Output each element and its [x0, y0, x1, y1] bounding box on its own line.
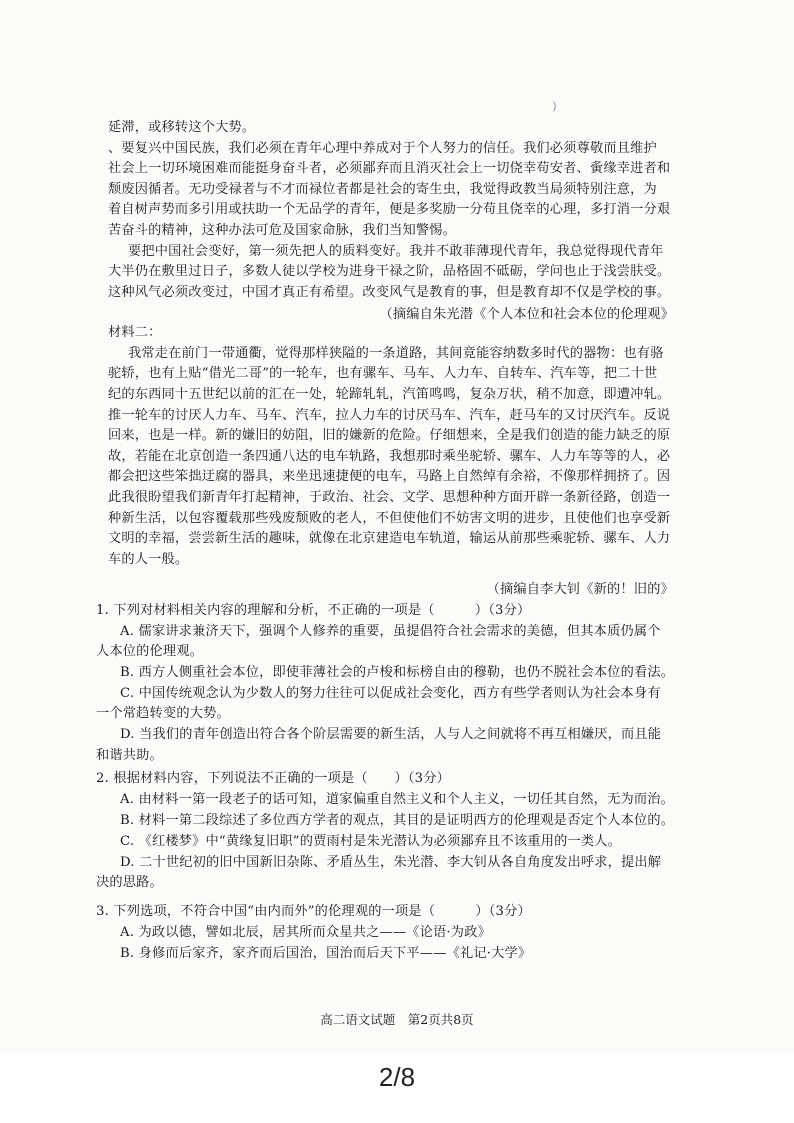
text-line: A. 儒家讲求兼济天下，强调个人修养的重要，虽提倡符合社会需求的美德，但其本质仍属个: [120, 624, 661, 639]
text-line: D. 当我们的青年创造出符合各个阶层需要的新生活，人与人之间就将不再互相嫌厌，而且能: [120, 727, 662, 742]
text-line: B. 材料一第二段综述了多位西方学者的观点，其目的是证明西方的伦理观是否定个人本位的。: [120, 813, 675, 828]
text-line: 3. 下列选项，不符合中国“由内而外”的伦理观的一项是（ ）（3分）: [96, 904, 531, 919]
text-line: 大半仍在敷里过日子，多数人徒以学校为进身干禄之阶，品格固不砥砺，学问也止于浅尝肤受。: [108, 264, 671, 279]
text-line: 着自树声势而多引用或扶助一个无品学的青年，便是多奖励一分苟且侥幸的心理，多打消一分艰: [108, 202, 671, 217]
text-line: 2. 根据材料内容，下列说法不正确的一项是（ ）（3分）: [96, 771, 451, 786]
text-line: 苦奋斗的精神，这种办法可危及国家命脉，我们当知警惕。: [108, 223, 457, 238]
text-line: 纪的东西同十五世纪以前的汇在一处，轮蹄轧轧，汽笛鸣鸣，复杂万状，稍不加意，即遭冲轧。: [108, 387, 671, 402]
text-line: （摘编自朱光潜《个人本位和社会本位的伦理观》: [379, 307, 674, 322]
text-line: 驼轿，也有上贴“借光二哥”的一轮车，也有骡车、马车、人力车、自转车、汽车等，把二十世: [108, 366, 658, 381]
text-line: 材料二：: [108, 325, 162, 340]
text-line: 社会上一切环境困难而能挺身奋斗者，必须鄙弃而且消灭社会上一切侥幸苟安者、夤缘幸进者和: [108, 161, 671, 176]
text-line: A. 由材料一第一段老子的话可知，道家偏重自然主义和个人主义，一切任其自然，无为而治。: [120, 792, 675, 807]
page-indicator: 2/8: [378, 1062, 416, 1092]
text-line: 要把中国社会变好，第一须先把人的质料变好。我并不敢菲薄现代青年，我总觉得现代青年: [128, 244, 664, 259]
page-footer: 高二语文试题 第2页共8页: [320, 1012, 474, 1027]
text-line: 延滞，或移转这个大势。: [108, 120, 256, 135]
text-line: 推一轮车的讨厌人力车、马车、汽车，拉人力车的讨厌马车、汽车，赶马车的又讨厌汽车。反说: [108, 408, 671, 423]
text-line: 人本位的伦理观。: [96, 644, 204, 659]
text-line: D. 二十世纪初的旧中国新旧杂陈、矛盾丛生，朱光潜、李大钊从各自角度发出呼求，提出解: [120, 855, 662, 870]
text-line: 、要复兴中国民族，我们必须在青年心理中养成对于个人努力的信任。我们必须尊敬而且维护: [108, 141, 657, 156]
text-line: （摘编自李大钊《新的！旧的》: [486, 582, 674, 597]
text-line: B. 西方人侧重社会本位，即使菲薄社会的卢梭和标榜自由的穆勒，也仍不脱社会本位的看法。: [120, 665, 675, 680]
text-line: 这种风气必须改变过，中国才真正有希望。改变风气是教育的事，但是教育却不仅是学校的事。: [108, 285, 671, 300]
text-line: 颓废因循者。无功受禄者与不才而禄位者都是社会的寄生虫，我觉得政教当局须特别注意，为: [108, 182, 657, 197]
text-line: 种新生活，以包容覆载那些残废颓败的老人，不但使他们不妨害文明的进步，且使他们也享受新: [108, 511, 671, 526]
text-line: 决的思路。: [96, 875, 163, 890]
text-line: 1. 下列对材料相关内容的理解和分析，不正确的一项是（ ）（3分）: [96, 603, 531, 618]
text-line: A. 为政以德，譬如北辰，居其所而众星共之——《论语·为政》: [120, 925, 491, 940]
text-line: 回来，也是一样。新的嫌旧的妨阻，旧的嫌新的危险。仔细想来，全是我们创造的能力缺乏的原: [108, 428, 671, 443]
text-line: 故，若能在北京创造一条四通八达的电车轨路，我想那时乘坐驼轿、骡车、人力车等等的人，必: [108, 449, 671, 464]
text-line: C. 中国传统观念认为少数人的努力往往可以促成社会变化，西方有些学者则认为社会本身有: [120, 686, 661, 701]
text-line: B. 身修而后家齐，家齐而后国治，国治而后天下平——《礼记·大学》: [120, 946, 532, 961]
text-line: 文明的幸福，尝尝新生活的趣味，就像在北京建造电车轨道，输运从前那些乘驼轿、骡车、人力: [108, 531, 671, 546]
text-line: 和谐共助。: [96, 748, 163, 763]
text-line: 一个常趋转变的大势。: [96, 706, 230, 721]
text-line: 此我很盼望我们新青年打起精神，于政治、社会、文学、思想种种方面开辟一条新径路，创造一: [108, 490, 671, 505]
text-line: C. 《红楼梦》中“黄缘复旧职”的贾雨村是朱光潜认为必须鄙弃且不该重用的一类人。: [120, 834, 622, 849]
scan-artifact: ⁾: [552, 98, 557, 122]
text-line: 我常走在前门一带通衢，觉得那样狭隘的一条道路，其间竟能容纳数多时代的器物：也有骆: [128, 346, 664, 361]
text-line: 都会把这些笨拙迂腐的器具，来坐迅速捷便的电车，马路上自然绰有余裕，不像那样拥挤了。因: [108, 469, 671, 484]
text-line: 车的人一般。: [108, 552, 189, 567]
